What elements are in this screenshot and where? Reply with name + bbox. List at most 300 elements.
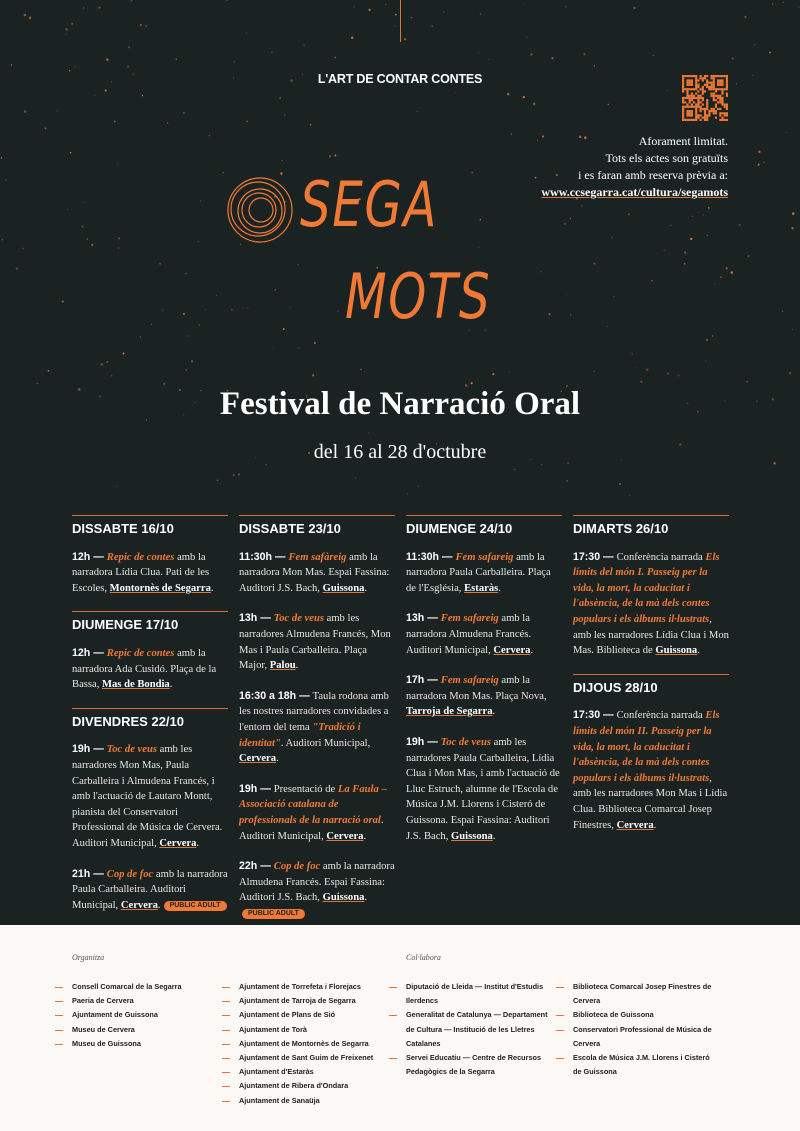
day-section xyxy=(406,515,562,844)
event-time: 11:30h — xyxy=(406,550,456,563)
event-text: Taula rodona amb les nostres narradores convidades a l'entorn del tema xyxy=(239,690,389,733)
star-dot xyxy=(792,329,793,330)
credit-item: Biblioteca Comarcal Josep Finestres de Cervera xyxy=(556,980,716,1008)
event-title: Repic de contes xyxy=(106,647,175,659)
star-dot xyxy=(411,17,413,19)
star-dot xyxy=(535,177,537,179)
spiral-logo-icon xyxy=(225,175,295,245)
star-dot xyxy=(83,7,84,8)
star-dot xyxy=(653,55,654,56)
star-dot xyxy=(667,373,669,375)
event-place[interactable]: Guissona xyxy=(322,892,365,904)
event-item xyxy=(239,611,395,673)
star-dot xyxy=(791,227,793,229)
event-text: amb la narradora Lídia Clua. Pati de les Escoles, xyxy=(72,551,210,594)
credit-item: Ajuntament de Sant Guim de Freixenet xyxy=(222,1051,392,1065)
credit-item: Diputació de Lleida — Institut d'Estudis Ilerdencs xyxy=(389,980,549,1008)
star-dot xyxy=(200,200,202,202)
star-dot xyxy=(633,7,635,9)
day-heading: DIVENDRES 22/10 xyxy=(72,713,184,729)
star-dot xyxy=(275,289,276,290)
star-dot xyxy=(205,309,206,310)
event-time: 11:30h — xyxy=(239,550,289,563)
star-dot xyxy=(478,52,479,53)
day-heading: DIUMENGE 17/10 xyxy=(72,617,179,633)
program-column xyxy=(239,515,395,925)
collaborator-list xyxy=(556,980,716,1079)
event-text: , amb les narradores Lídia Clua i Mon Mas. Biblioteca de xyxy=(573,613,729,657)
star-dot xyxy=(117,164,118,165)
event-text: . xyxy=(169,679,173,691)
star-dot xyxy=(744,16,746,18)
star-dot xyxy=(36,383,38,385)
star-dot xyxy=(564,223,566,225)
event-title: Toc de veus xyxy=(440,736,491,748)
event-text: . xyxy=(492,830,496,842)
star-dot xyxy=(731,271,734,274)
star-dot xyxy=(82,226,84,228)
star-dot xyxy=(471,382,473,384)
star-dot xyxy=(199,324,200,325)
star-dot xyxy=(334,155,336,157)
star-dot xyxy=(646,369,648,371)
day-section xyxy=(573,674,729,833)
event-title: Fem safareig xyxy=(440,675,499,687)
star-dot xyxy=(123,353,125,355)
event-title: Cop de foc xyxy=(106,868,154,880)
credit-item: Museu de Guissona xyxy=(55,1037,215,1051)
program-column xyxy=(72,515,228,925)
website-link[interactable]: www.ccsegarra.cat/cultura/segamots xyxy=(541,185,728,199)
star-dot xyxy=(303,44,305,46)
event-place[interactable]: Guissona xyxy=(451,830,493,842)
festival-dates: del 16 al 28 d'octubre xyxy=(313,441,487,463)
star-dot xyxy=(798,7,799,8)
star-dot xyxy=(417,111,418,112)
star-dot xyxy=(131,0,133,1)
event-place[interactable]: Mas de Bondia xyxy=(102,679,170,691)
star-dot xyxy=(247,307,248,308)
star-dot xyxy=(188,335,189,336)
star-dot xyxy=(407,494,408,495)
star-dot xyxy=(283,328,285,330)
star-dot xyxy=(22,248,24,250)
star-dot xyxy=(385,4,386,5)
star-dot xyxy=(83,202,84,203)
event-time: 22h — xyxy=(239,860,274,873)
star-dot xyxy=(523,96,525,98)
event-item xyxy=(239,782,395,844)
star-dot xyxy=(551,57,553,59)
event-text: . xyxy=(363,830,367,842)
star-dot xyxy=(678,375,680,377)
star-dot xyxy=(246,120,248,122)
star-dot xyxy=(105,89,107,91)
star-dot xyxy=(360,369,361,370)
star-dot xyxy=(111,375,112,376)
star-dot xyxy=(290,307,291,308)
event-text: . xyxy=(364,892,368,904)
star-dot xyxy=(792,212,795,215)
star-dot xyxy=(162,310,163,311)
star-dot xyxy=(706,339,708,341)
star-dot xyxy=(530,53,533,56)
info-line: i es faran amb reserva prèvia a: xyxy=(578,168,728,182)
star-dot xyxy=(692,216,693,217)
event-item xyxy=(406,673,562,720)
credit-item: Museu de Cervera xyxy=(55,1023,215,1037)
star-dot xyxy=(594,371,595,372)
star-dot xyxy=(86,238,88,240)
event-time: 19h — xyxy=(239,782,274,795)
event-text: amb la narradora Ada Cusidó. Plaça de la Bassa, xyxy=(72,647,217,691)
star-dot xyxy=(185,273,186,274)
event-place[interactable]: Estaràs xyxy=(464,582,499,594)
star-dot xyxy=(566,480,568,482)
star-dot xyxy=(583,53,585,55)
star-dot xyxy=(29,16,32,19)
star-dot xyxy=(98,6,100,8)
star-dot xyxy=(507,93,510,96)
event-place[interactable]: Cervera xyxy=(159,837,197,849)
star-dot xyxy=(297,264,298,265)
day-heading: DISSABTE 16/10 xyxy=(72,521,174,536)
star-dot xyxy=(209,135,210,136)
event-time: 21h — xyxy=(72,867,107,880)
day-heading: DIMARTS 26/10 xyxy=(573,521,669,536)
event-time: 17h — xyxy=(406,674,441,687)
star-dot xyxy=(533,103,536,106)
qr-code-icon[interactable] xyxy=(682,75,728,121)
star-dot xyxy=(24,14,26,16)
star-dot xyxy=(151,324,152,325)
event-item xyxy=(406,611,562,658)
star-dot xyxy=(16,267,18,269)
event-place[interactable]: Cervera xyxy=(239,753,277,765)
day-section xyxy=(72,515,228,596)
star-dot xyxy=(786,132,787,133)
credit-item: Ajuntament de Ribera d'Ondara xyxy=(222,1079,392,1093)
credit-item: Ajuntament de Plans de Sió xyxy=(222,1008,392,1022)
star-dot xyxy=(62,300,64,302)
star-dot xyxy=(738,224,740,226)
event-text: amb la narradora Paula Carballeira. Plaça de l'Església, xyxy=(406,551,551,594)
star-dot xyxy=(769,52,771,54)
star-dot xyxy=(548,313,550,315)
star-dot xyxy=(11,64,12,65)
event-text: Presentació de xyxy=(273,783,338,795)
event-place[interactable]: Palou xyxy=(269,660,296,672)
star-dot xyxy=(404,38,406,40)
event-time: 13h — xyxy=(239,612,274,625)
star-dot xyxy=(541,271,542,272)
star-dot xyxy=(720,276,722,278)
info-line: Tots els actes son gratuïts xyxy=(605,151,728,165)
star-dot xyxy=(284,114,285,115)
star-dot xyxy=(732,58,734,60)
star-dot xyxy=(66,34,67,35)
event-time: 19h — xyxy=(406,735,441,748)
star-dot xyxy=(75,66,76,67)
info-line: Aforament limitat. xyxy=(638,134,728,148)
star-dot xyxy=(233,474,235,476)
event-item xyxy=(72,742,228,851)
credit-item: Ajuntament de Guissona xyxy=(55,1008,215,1022)
star-dot xyxy=(670,225,672,227)
star-dot xyxy=(763,162,765,164)
audience-badge: PÚBLIC ADULT xyxy=(164,901,227,911)
star-dot xyxy=(746,381,748,383)
star-dot xyxy=(570,218,571,219)
star-dot xyxy=(707,235,708,236)
star-dot xyxy=(238,473,240,475)
event-text: . xyxy=(276,753,279,765)
event-text: , amb les narradores Mon Mas i Lídia Clua. Biblioteca Comarcal Josep Finestres, xyxy=(573,772,728,831)
event-place[interactable]: Cervera xyxy=(120,899,158,911)
event-text: Conferència narrada xyxy=(616,710,706,722)
star-dot xyxy=(651,280,652,281)
day-heading: DIJOUS 28/10 xyxy=(573,679,658,695)
star-dot xyxy=(629,495,630,496)
event-text: amb la narradora Mon Mas. Plaça Nova, xyxy=(406,675,547,702)
star-dot xyxy=(106,59,108,61)
star-dot xyxy=(613,296,614,297)
star-dot xyxy=(628,213,630,215)
day-section xyxy=(239,515,395,921)
star-dot xyxy=(127,66,129,68)
star-dot xyxy=(334,57,336,59)
star-dot xyxy=(566,294,567,295)
star-dot xyxy=(789,372,791,374)
credit-item: Consell Comarcal de la Segarra xyxy=(55,980,215,994)
star-dot xyxy=(106,361,108,363)
star-dot xyxy=(640,381,642,383)
event-item xyxy=(239,689,395,767)
event-text: amb les narradores Mon Mas, Paula Carballeira i Almudena Francés, i amb l'actuació de Lautaro Montt, pianista del Conservatori Professional de Música de Cervera. Auditori Municipal, xyxy=(72,744,223,849)
event-time: 17:30 — xyxy=(573,709,617,722)
star-dot xyxy=(70,152,72,154)
star-dot xyxy=(783,2,784,3)
event-time: 12h — xyxy=(72,646,107,659)
event-item xyxy=(239,859,395,921)
star-dot xyxy=(353,7,354,8)
star-dot xyxy=(690,238,692,240)
credit-item: Ajuntament de Torà xyxy=(222,1023,392,1037)
event-text: . xyxy=(196,837,200,849)
credits-footer xyxy=(0,925,800,1131)
star-dot xyxy=(368,432,369,433)
star-dot xyxy=(708,207,710,209)
divider-line xyxy=(400,0,401,42)
star-dot xyxy=(667,90,668,91)
star-dot xyxy=(198,241,199,242)
event-text: amb les narradores Paula Carballeira, Lídia Clua i Mon Mas, i amb l'actuació de Lluc Estruch, alumne de l'Escola de Música J.M. Llorens i Cisteró de Guissona. Espai Fassina: Auditori J.S. Bach, xyxy=(406,736,560,842)
star-dot xyxy=(140,24,142,26)
star-dot xyxy=(527,37,528,38)
event-title: Toc de veus xyxy=(273,613,324,625)
event-place[interactable]: Tarroja de Segarra xyxy=(406,706,493,718)
star-dot xyxy=(523,3,524,4)
event-item xyxy=(406,735,562,844)
event-item xyxy=(72,646,228,693)
event-text: . xyxy=(653,819,657,831)
star-dot xyxy=(246,33,247,34)
event-place[interactable]: Cervera xyxy=(493,644,531,656)
program-column xyxy=(573,515,729,848)
event-place[interactable]: Cervera xyxy=(616,819,654,831)
star-dot xyxy=(395,25,396,26)
star-dot xyxy=(118,237,120,239)
event-text: amb la narradora Almudena Francés. Espai Fassina: Auditori J.S. Bach, xyxy=(239,861,395,904)
credit-item: Escola de Música J.M. Llorens i Cisteró de Guissona xyxy=(556,1051,716,1079)
star-dot xyxy=(145,25,147,27)
day-section xyxy=(72,611,228,692)
star-dot xyxy=(782,311,783,312)
credit-item: Biblioteca de Guissona xyxy=(556,1008,716,1022)
credit-item: Ajuntament de Torrefeta i Florejacs xyxy=(222,980,392,994)
star-dot xyxy=(565,6,566,7)
festival-title: Festival de Narració Oral xyxy=(219,386,581,422)
event-place[interactable]: Guissona xyxy=(322,582,365,594)
event-text: Conferència narrada xyxy=(616,551,706,563)
organizer-list xyxy=(55,980,215,1051)
star-dot xyxy=(279,97,280,98)
event-text: . Auditori Municipal, xyxy=(239,814,384,842)
star-dot xyxy=(607,326,608,327)
credit-item: Ajuntament de Montornès de Segarra xyxy=(222,1037,392,1051)
star-dot xyxy=(48,370,50,372)
star-dot xyxy=(183,313,185,315)
event-time: 17:30 — xyxy=(573,550,617,563)
event-title: "Tradició i identitat" xyxy=(239,721,361,749)
star-dot xyxy=(758,151,760,153)
event-text: . xyxy=(157,899,161,911)
event-title: Els límits del món II. Passeig per la vida, la mort, la caducitat i l'absència, de la mà dels contes populars i els àlbums il·lustrats xyxy=(573,710,720,784)
star-dot xyxy=(116,486,117,487)
star-dot xyxy=(395,14,397,16)
credit-item: Generalitat de Catalunya — Departament de Cultura — Institució de les Lletres Catalanes xyxy=(389,1008,549,1051)
event-text: amb la narradora Almudena Francés. Auditori Municipal, xyxy=(406,613,532,656)
event-title: Toc de veus xyxy=(106,744,157,756)
star-dot xyxy=(223,172,224,173)
credit-item: Paeria de Cervera xyxy=(55,994,215,1008)
collabora-label: Col·labora xyxy=(406,953,441,962)
star-dot xyxy=(24,110,26,112)
star-dot xyxy=(754,44,755,45)
star-dot xyxy=(265,464,266,465)
star-dot xyxy=(455,92,456,93)
star-dot xyxy=(608,104,609,105)
event-item xyxy=(573,708,729,833)
star-dot xyxy=(511,133,512,134)
event-title: Cop de foc xyxy=(273,861,321,873)
star-dot xyxy=(355,477,356,478)
star-dot xyxy=(271,51,273,53)
event-text: . Auditori Municipal, xyxy=(280,737,371,749)
event-item xyxy=(573,550,729,659)
star-dot xyxy=(611,237,613,239)
star-dot xyxy=(282,160,283,161)
star-dot xyxy=(581,205,582,206)
event-item xyxy=(72,550,228,597)
star-dot xyxy=(488,59,489,60)
star-dot xyxy=(492,373,494,375)
event-text: . xyxy=(498,582,501,594)
star-dot xyxy=(118,247,119,248)
star-dot xyxy=(217,479,219,481)
star-dot xyxy=(101,363,103,365)
star-dot xyxy=(684,251,686,253)
event-time: 19h — xyxy=(72,743,107,756)
star-dot xyxy=(191,360,193,362)
event-place[interactable]: Guissona xyxy=(655,645,698,657)
star-dot xyxy=(684,263,686,265)
event-place[interactable]: Montornès de Segarra xyxy=(109,582,211,594)
star-dot xyxy=(216,295,217,296)
star-dot xyxy=(664,250,665,251)
event-text: . xyxy=(697,645,700,657)
star-dot xyxy=(329,155,331,157)
star-dot xyxy=(418,486,419,487)
star-dot xyxy=(537,140,538,141)
star-dot xyxy=(443,11,444,12)
event-item xyxy=(72,867,228,914)
star-dot xyxy=(772,3,774,5)
star-dot xyxy=(140,336,141,337)
star-dot xyxy=(312,374,314,376)
star-dot xyxy=(234,61,235,62)
event-text: . xyxy=(210,582,214,594)
organitza-label: Organitza xyxy=(72,953,105,962)
event-time: 16:30 a 18h — xyxy=(239,689,313,702)
day-heading: DIUMENGE 24/10 xyxy=(406,521,513,536)
event-title: Fem safareig xyxy=(440,613,499,625)
program-column xyxy=(406,515,562,859)
event-text: . xyxy=(295,660,299,672)
star-dot xyxy=(715,284,716,285)
event-text: . xyxy=(530,644,534,656)
event-title: Fem safareig xyxy=(455,551,514,563)
star-dot xyxy=(226,0,228,1)
star-dot xyxy=(128,46,130,48)
star-dot xyxy=(231,309,233,311)
audience-badge: PÚBLIC ADULT xyxy=(242,909,305,919)
event-text: . xyxy=(492,706,496,718)
star-dot xyxy=(163,383,165,385)
star-dot xyxy=(56,110,57,111)
event-title: Els límits del món I. Passeig per la vida, la mort, la caducitat i l'absència, de la mà dels contes populars i els àlbums il·lustrats xyxy=(573,551,720,625)
event-time: 13h — xyxy=(406,612,441,625)
collaborator-list xyxy=(389,980,549,1079)
credit-item: Ajuntament d'Estaràs xyxy=(222,1065,392,1079)
event-title: Fem safàreig xyxy=(288,551,347,563)
star-dot xyxy=(94,94,95,95)
credit-item: Ajuntament de Sanaüja xyxy=(222,1094,392,1108)
star-dot xyxy=(480,13,482,15)
star-dot xyxy=(351,36,354,39)
star-dot xyxy=(431,25,433,27)
event-item xyxy=(406,550,562,597)
event-place[interactable]: Cervera xyxy=(326,830,364,842)
day-section xyxy=(72,708,228,914)
credit-item: Conservatori Professional de Música de Cervera xyxy=(556,1023,716,1051)
star-dot xyxy=(570,314,571,315)
star-dot xyxy=(594,65,595,66)
star-dot xyxy=(619,483,621,485)
star-dot xyxy=(594,263,596,265)
event-text: amb les narradores Almudena Francés, Mon Mas i Paula Carballeira. Plaça Major, xyxy=(239,613,391,672)
star-dot xyxy=(705,360,706,361)
